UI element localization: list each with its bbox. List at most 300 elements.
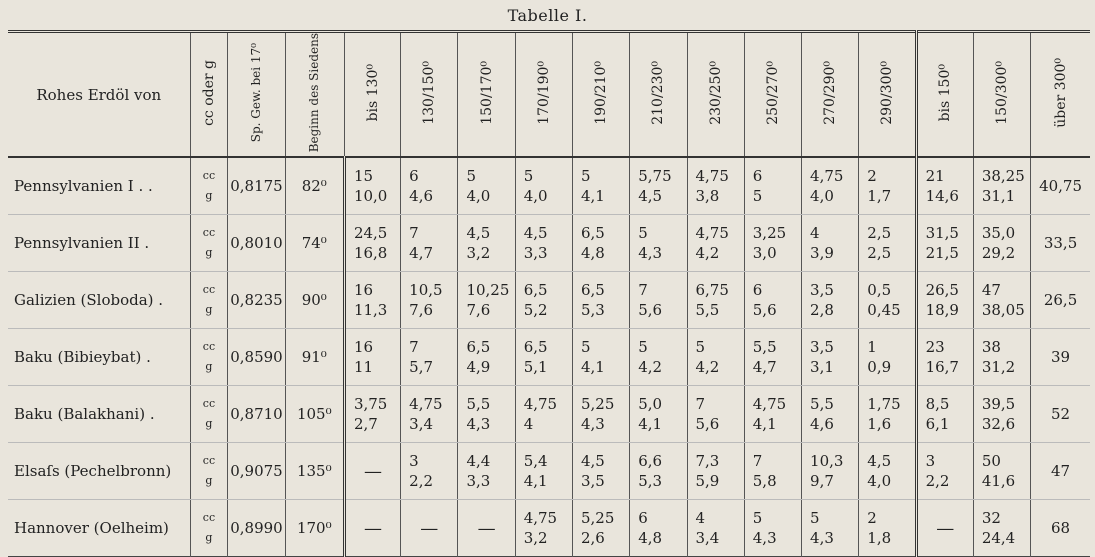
fraction-cc: 16 [353, 338, 374, 357]
fraction-cell [572, 329, 629, 386]
fraction-cc: 4,75 [523, 509, 558, 528]
fraction-cc: 5,4 [523, 452, 548, 471]
fraction-cell [859, 500, 916, 557]
fraction-cell [515, 329, 572, 386]
fraction-cell-empty: — [916, 500, 973, 557]
fraction-g: 2,2 [409, 472, 434, 491]
fraction-cell [802, 443, 859, 500]
unit-cell [190, 386, 228, 443]
fraction-cc: 5,75 [638, 167, 672, 186]
fraction-g: 6,1 [925, 415, 950, 434]
fraction-cell [630, 329, 687, 386]
fraction-g: 4,1 [523, 472, 548, 491]
fraction-cell [401, 157, 458, 215]
crude-oil-table [8, 30, 1090, 557]
fraction-cell-empty: — [401, 500, 458, 557]
fraction-g: 4,6 [409, 187, 434, 206]
fraction-g: 3,2 [466, 244, 491, 263]
fraction-g: 5,3 [580, 301, 605, 320]
header-fraction: bis 150⁰ [916, 32, 973, 158]
fraction-cc: 5 [752, 509, 763, 528]
fraction-cc: 32 [981, 509, 1001, 528]
fraction-cell [973, 500, 1030, 557]
fraction-cell [458, 443, 515, 500]
fraction-cell [572, 215, 629, 272]
fraction-g: 5,6 [695, 415, 720, 434]
fraction-cell [572, 157, 629, 215]
fraction-g: 10,0 [353, 187, 388, 206]
table-row [8, 500, 1090, 557]
fraction-g: 1,6 [867, 415, 892, 434]
fraction-g: 4,3 [638, 244, 663, 263]
fraction-g: 4,0 [810, 187, 834, 206]
fraction-cc: 7 [409, 338, 419, 357]
fraction-cc: 7 [638, 281, 648, 300]
fraction-g: 4,5 [638, 187, 663, 206]
specific-gravity: 0,8710 [228, 386, 285, 443]
fraction-cc: 7 [752, 452, 763, 471]
fraction-cell [916, 157, 973, 215]
fraction-cell [401, 215, 458, 272]
fraction-cell [802, 329, 859, 386]
fraction-g: 4,8 [580, 244, 605, 263]
fraction-g: 3,3 [466, 472, 491, 491]
fraction-cc: 4,75 [695, 224, 729, 243]
unit-cc: cc [202, 169, 216, 183]
fraction-cc: 6 [752, 167, 763, 186]
fraction-cc: 15 [353, 167, 374, 186]
header-unit: cc oder g [190, 32, 228, 158]
fraction-cc: 6,5 [466, 338, 491, 357]
fraction-g: 21,5 [925, 244, 959, 263]
fraction-g: 7,6 [409, 301, 434, 320]
fraction-g: 4,7 [752, 358, 777, 377]
oil-source-name: Elsaſs (Pechelbronn) [8, 443, 190, 500]
fraction-g: 4,0 [867, 472, 892, 491]
fraction-g: 4,3 [580, 415, 605, 434]
fraction-cc: 5,25 [580, 395, 615, 414]
fraction-g: 5,9 [695, 472, 720, 491]
fraction-cell [458, 157, 515, 215]
header-fraction: 210/230⁰ [630, 32, 687, 158]
boiling-start: 74⁰ [285, 215, 344, 272]
header-row [8, 32, 1090, 158]
unit-cell [190, 157, 228, 215]
fraction-cell [687, 386, 744, 443]
fraction-g: 5,5 [695, 301, 720, 320]
fraction-g: 5,3 [638, 472, 663, 491]
fraction-cell [344, 157, 400, 215]
fraction-cc: 16 [353, 281, 374, 300]
fraction-cc: 5,5 [466, 395, 491, 414]
fraction-g: 11,3 [353, 301, 388, 320]
fraction-g: 16,8 [353, 244, 388, 263]
fraction-cell [687, 443, 744, 500]
header-fraction: 130/150⁰ [401, 32, 458, 158]
fraction-cc: 6 [409, 167, 419, 186]
fraction-cell [401, 272, 458, 329]
fraction-g: 3,9 [810, 244, 834, 263]
fraction-cell [744, 272, 801, 329]
fraction-cc: 6,75 [695, 281, 729, 300]
fraction-g: 32,6 [981, 415, 1016, 434]
fraction-cc: 6,5 [523, 338, 548, 357]
boiling-start: 82⁰ [285, 157, 344, 215]
header-name: Rohes Erdöl von [8, 32, 190, 158]
fraction-g: 14,6 [925, 187, 959, 206]
fraction-g: 3,1 [810, 358, 834, 377]
boiling-start: 135⁰ [285, 443, 344, 500]
fraction-cc: 4 [810, 224, 820, 243]
fraction-cell [630, 215, 687, 272]
fraction-cell [458, 386, 515, 443]
fraction-cc: 7,3 [695, 452, 720, 471]
fraction-g: 5,7 [409, 358, 434, 377]
fraction-cell [572, 500, 629, 557]
fraction-cell [458, 272, 515, 329]
fraction-cc: 5,5 [810, 395, 834, 414]
fraction-cell [515, 157, 572, 215]
fraction-cell [515, 215, 572, 272]
fraction-cell [744, 500, 801, 557]
fraction-cc: 1,75 [867, 395, 901, 414]
fraction-g: 4,0 [466, 187, 491, 206]
header-fraction: 230/250⁰ [687, 32, 744, 158]
unit-g: g [205, 531, 213, 545]
fraction-cell [802, 500, 859, 557]
fraction-cell [859, 157, 916, 215]
fraction-cell [916, 386, 973, 443]
header-fraction: 270/290⁰ [802, 32, 859, 158]
unit-g: g [205, 246, 213, 260]
unit-cell [190, 443, 228, 500]
fraction-g: 4,9 [466, 358, 491, 377]
fraction-cc: 26,5 [925, 281, 959, 300]
fraction-g: 7,6 [466, 301, 491, 320]
fraction-cc: 2 [867, 509, 877, 528]
specific-gravity: 0,8010 [228, 215, 285, 272]
fraction-cc: 7 [409, 224, 419, 243]
fraction-g: 4,2 [638, 358, 663, 377]
fraction-cell [916, 443, 973, 500]
fraction-cc: 4,75 [695, 167, 729, 186]
header-gravity: Sp. Gew. bei 17⁰ [228, 32, 285, 158]
fraction-cell [916, 272, 973, 329]
fraction-cell [344, 272, 400, 329]
fraction-g: 4,6 [810, 415, 834, 434]
over-300-value: 39 [1031, 329, 1090, 386]
fraction-cc: 10,25 [466, 281, 510, 300]
header-fraction: bis 130⁰ [344, 32, 400, 158]
fraction-cc: 5 [638, 338, 648, 357]
oil-source-name: Hannover (Oelheim) [14, 519, 169, 538]
fraction-cc: 4,75 [409, 395, 443, 414]
unit-cell [190, 215, 228, 272]
fraction-g: 5,6 [638, 301, 663, 320]
header-fraction: über 300⁰ [1031, 32, 1090, 158]
fraction-cell [515, 500, 572, 557]
fraction-g: 4,8 [638, 529, 663, 548]
fraction-cc: 5,0 [638, 395, 663, 414]
header-fraction: 190/210⁰ [572, 32, 629, 158]
fraction-cell [630, 443, 687, 500]
specific-gravity: 0,8175 [228, 157, 285, 215]
fraction-g: 2,2 [925, 472, 950, 491]
fraction-cc: 5 [580, 338, 591, 357]
fraction-cc: 4,5 [580, 452, 605, 471]
table-row [8, 272, 1090, 329]
fraction-g: 4,7 [409, 244, 434, 263]
boiling-start: 91⁰ [285, 329, 344, 386]
oil-source-name: Pennsylvanien II . [8, 215, 190, 272]
fraction-cell [630, 386, 687, 443]
fraction-cell [344, 329, 400, 386]
fraction-cell [859, 272, 916, 329]
boiling-start: 170⁰ [285, 500, 344, 557]
specific-gravity: 0,8990 [228, 500, 285, 557]
fraction-g: 4,0 [523, 187, 548, 206]
fraction-g: 3,2 [523, 529, 548, 548]
over-300-value: 33,5 [1031, 215, 1090, 272]
header-fraction: 290/300⁰ [859, 32, 916, 158]
fraction-g: 3,5 [580, 472, 605, 491]
table-row [8, 215, 1090, 272]
header-boiling: Beginn des Siedens [285, 32, 344, 158]
fraction-cc: 5 [580, 167, 591, 186]
fraction-cell [401, 329, 458, 386]
oil-source-name: Baku (Balakhani) . [8, 386, 190, 443]
fraction-g: 31,1 [981, 187, 1016, 206]
fraction-cell [744, 215, 801, 272]
fraction-g: 4,3 [466, 415, 491, 434]
fraction-g: 1,7 [867, 187, 892, 206]
fraction-cc: 6 [638, 509, 648, 528]
unit-cell [190, 500, 228, 557]
fraction-g: 18,9 [925, 301, 959, 320]
fraction-cc: 4,5 [466, 224, 491, 243]
fraction-cell [458, 329, 515, 386]
fraction-cell [802, 157, 859, 215]
header-fraction: 150/170⁰ [458, 32, 515, 158]
fraction-cc: 10,3 [810, 452, 844, 471]
fraction-g: 4,3 [752, 529, 777, 548]
fraction-cc: 7 [695, 395, 706, 414]
fraction-cell [630, 500, 687, 557]
fraction-g: 3,4 [695, 529, 720, 548]
fraction-cell [401, 386, 458, 443]
fraction-cell [859, 443, 916, 500]
fraction-cell [973, 329, 1030, 386]
fraction-g: 5,8 [752, 472, 777, 491]
fraction-g: 3,3 [523, 244, 548, 263]
fraction-cc: 2 [867, 167, 877, 186]
fraction-cell-empty: — [458, 500, 515, 557]
specific-gravity: 0,9075 [228, 443, 285, 500]
fraction-g: 5,2 [523, 301, 548, 320]
fraction-cell [344, 215, 400, 272]
oil-source-name: Baku (Bibieybat) . [8, 329, 190, 386]
fraction-cell [744, 386, 801, 443]
oil-source-name: Pennsylvanien I . . [8, 157, 190, 215]
fraction-cc: 3,5 [810, 281, 834, 300]
fraction-g: 41,6 [981, 472, 1016, 491]
fraction-cc: 39,5 [981, 395, 1016, 414]
fraction-g: 2,7 [353, 415, 378, 434]
fraction-cc: 4,75 [752, 395, 787, 414]
fraction-g: 24,4 [981, 529, 1016, 548]
fraction-cell [572, 443, 629, 500]
fraction-cell [515, 272, 572, 329]
fraction-cc: 5,5 [752, 338, 777, 357]
fraction-g: 5,6 [752, 301, 777, 320]
fraction-g: 38,05 [981, 301, 1025, 320]
fraction-cc: 21 [925, 167, 945, 186]
unit-g: g [205, 417, 213, 431]
fraction-cell [687, 215, 744, 272]
table-title: Tabelle I. [507, 6, 588, 25]
fraction-cc: 3,5 [810, 338, 834, 357]
over-300-value: 26,5 [1031, 272, 1090, 329]
fraction-g: 16,7 [925, 358, 959, 377]
fraction-g: 11 [353, 358, 374, 377]
fraction-cell [916, 329, 973, 386]
unit-cc: cc [202, 511, 216, 525]
fraction-cc: 2,5 [867, 224, 892, 243]
fraction-cell [973, 157, 1030, 215]
fraction-cc: 1 [867, 338, 877, 357]
over-300-value: 52 [1031, 386, 1090, 443]
fraction-cell [859, 386, 916, 443]
fraction-g: 5 [752, 187, 763, 206]
specific-gravity: 0,8590 [228, 329, 285, 386]
fraction-cc: 5 [638, 224, 648, 243]
unit-cell [190, 329, 228, 386]
fraction-g: 3,0 [752, 244, 777, 263]
fraction-cell [802, 215, 859, 272]
fraction-cell [802, 272, 859, 329]
fraction-cell [572, 386, 629, 443]
fraction-cc: 5 [466, 167, 476, 186]
fraction-cc: 6 [752, 281, 763, 300]
over-300-value: 47 [1031, 443, 1090, 500]
fraction-g: 2,6 [580, 529, 605, 548]
boiling-start: 105⁰ [285, 386, 344, 443]
fraction-cc: 6,5 [580, 224, 605, 243]
fraction-g: 4 [523, 415, 534, 434]
fraction-cell [973, 215, 1030, 272]
fraction-g: 1,8 [867, 529, 892, 548]
fraction-cc: 4,5 [523, 224, 548, 243]
fraction-cc: 4 [695, 509, 706, 528]
fraction-cell [859, 329, 916, 386]
fraction-cell [802, 386, 859, 443]
fraction-cell [744, 157, 801, 215]
unit-cc: cc [202, 226, 216, 240]
fraction-cell [344, 386, 400, 443]
fraction-cell [687, 500, 744, 557]
fraction-g: 3,8 [695, 187, 720, 206]
unit-g: g [205, 189, 213, 203]
fraction-cc: 3,75 [353, 395, 388, 414]
boiling-start: 90⁰ [285, 272, 344, 329]
fraction-cell [687, 272, 744, 329]
fraction-cell [515, 386, 572, 443]
fraction-g: 4,1 [752, 415, 777, 434]
unit-g: g [205, 474, 213, 488]
over-300-value: 40,75 [1031, 157, 1090, 215]
fraction-g: 4,2 [695, 358, 720, 377]
fraction-cell [572, 272, 629, 329]
fraction-cc: 24,5 [353, 224, 388, 243]
fraction-g: 4,1 [580, 187, 605, 206]
fraction-cc: 3 [409, 452, 419, 471]
unit-cc: cc [202, 454, 216, 468]
specific-gravity: 0,8235 [228, 272, 285, 329]
fraction-cc: 5 [695, 338, 706, 357]
fraction-g: 3,4 [409, 415, 434, 434]
fraction-cc: 4,75 [810, 167, 844, 186]
fraction-g: 31,2 [981, 358, 1016, 377]
fraction-g: 29,2 [981, 244, 1016, 263]
table-row [8, 157, 1090, 215]
fraction-cell [687, 329, 744, 386]
fraction-cell [744, 443, 801, 500]
fraction-cc: 5,25 [580, 509, 615, 528]
fraction-cell-empty: — [344, 443, 400, 500]
fraction-cc: 23 [925, 338, 945, 357]
header-fraction: 250/270⁰ [744, 32, 801, 158]
oil-source-name: Galizien (Sloboda) . [8, 272, 190, 329]
unit-cc: cc [202, 397, 216, 411]
fraction-cell [630, 272, 687, 329]
fraction-g: 0,9 [867, 358, 892, 377]
fraction-cell [859, 215, 916, 272]
unit-g: g [205, 303, 213, 317]
fraction-cc: 5 [810, 509, 820, 528]
fraction-cc: 10,5 [409, 281, 443, 300]
fraction-cell [630, 157, 687, 215]
fraction-cc: 50 [981, 452, 1001, 471]
fraction-cell [515, 443, 572, 500]
fraction-g: 4,1 [638, 415, 663, 434]
fraction-cell [973, 386, 1030, 443]
fraction-cc: 31,5 [925, 224, 959, 243]
fraction-cc: 5 [523, 167, 534, 186]
table-row [8, 443, 1090, 500]
header-fraction: 170/190⁰ [515, 32, 572, 158]
fraction-cell [744, 329, 801, 386]
fraction-g: 9,7 [810, 472, 834, 491]
fraction-cc: 4,5 [867, 452, 892, 471]
unit-g: g [205, 360, 213, 374]
fraction-g: 2,5 [867, 244, 892, 263]
fraction-cc: 38 [981, 338, 1001, 357]
fraction-cell-empty: — [344, 500, 400, 557]
fraction-cell [687, 157, 744, 215]
fraction-cc: 6,5 [580, 281, 605, 300]
fraction-g: 2,8 [810, 301, 834, 320]
fraction-cc: 4,75 [523, 395, 558, 414]
unit-cc: cc [202, 340, 216, 354]
fraction-g: 4,3 [810, 529, 834, 548]
unit-cc: cc [202, 283, 216, 297]
unit-cell [190, 272, 228, 329]
table-row [8, 329, 1090, 386]
fraction-cc: 38,25 [981, 167, 1025, 186]
fraction-cc: 4,4 [466, 452, 491, 471]
fraction-cc: 0,5 [867, 281, 892, 300]
fraction-cell [973, 443, 1030, 500]
